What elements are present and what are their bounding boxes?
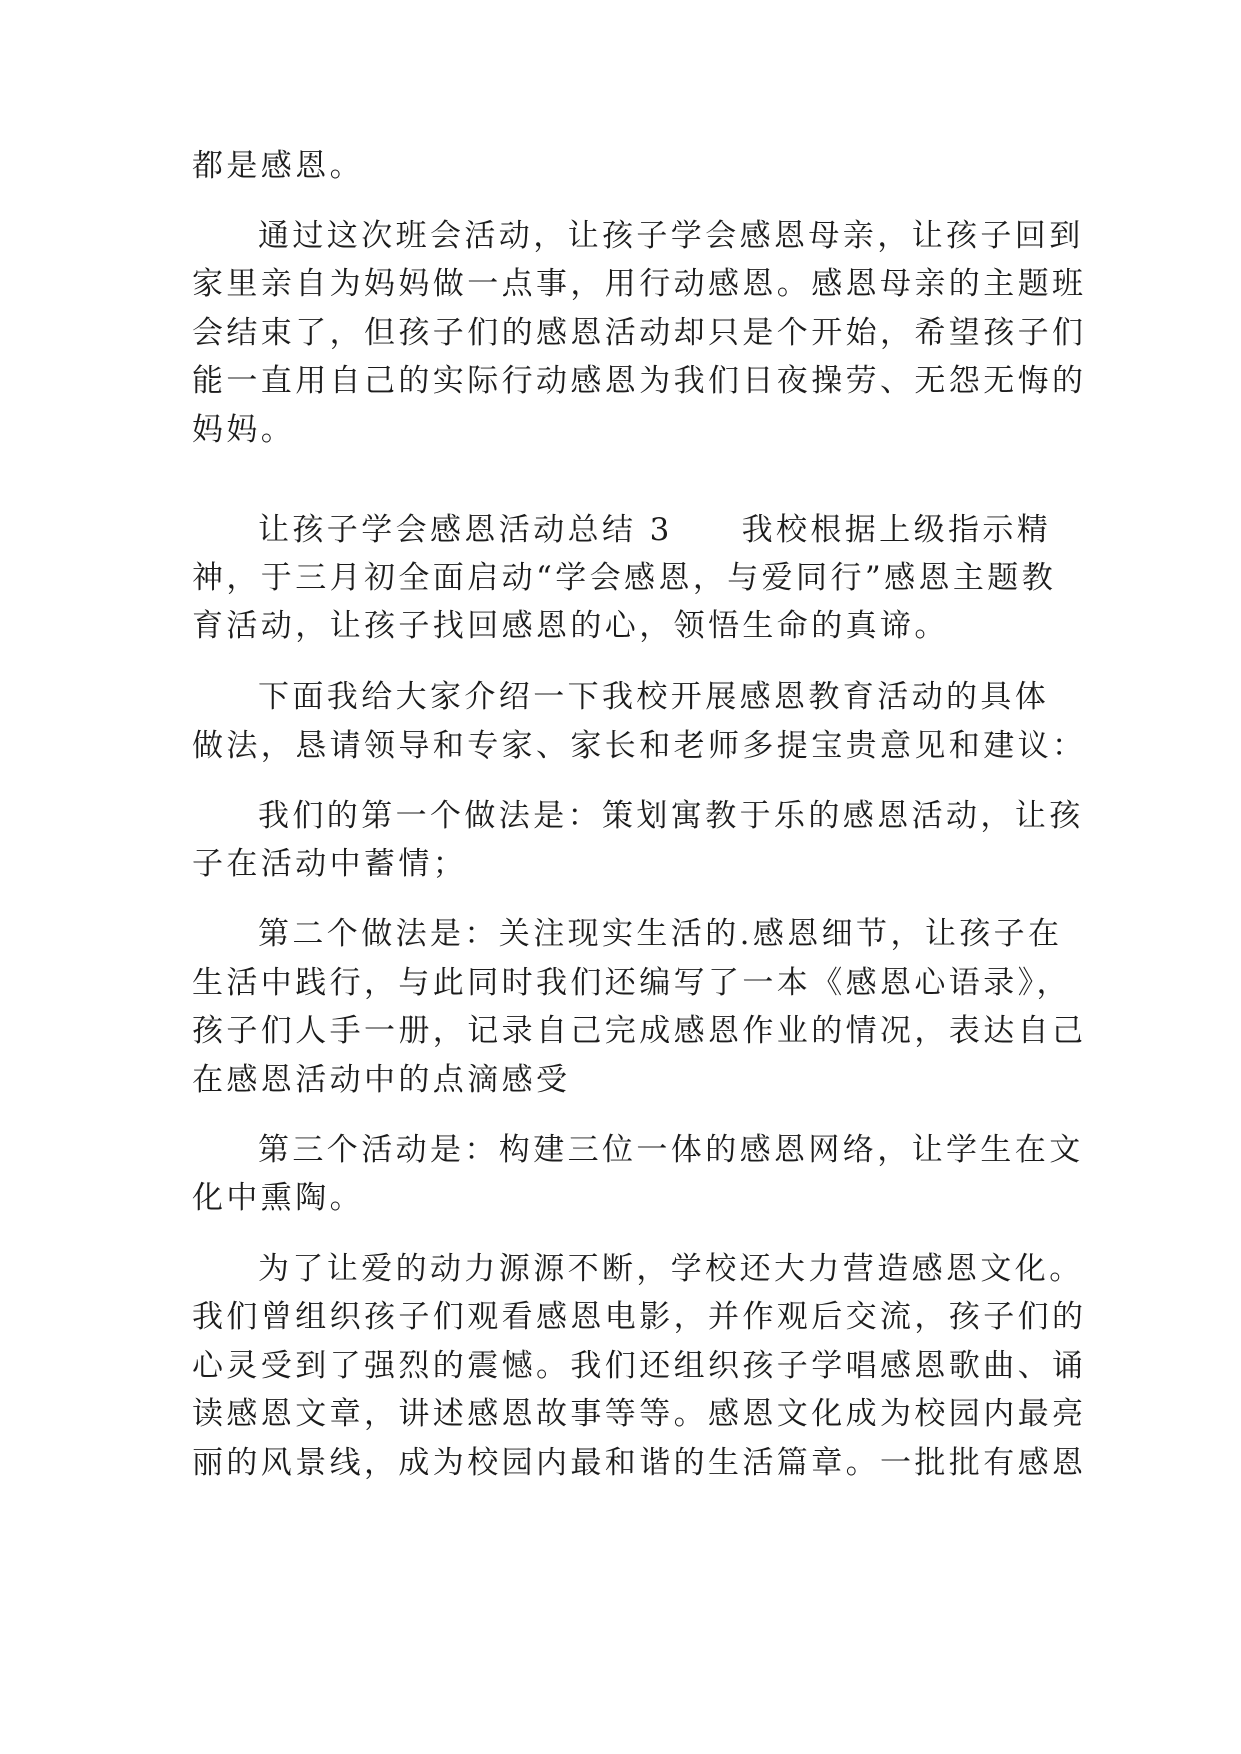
- text-line-6: 妈妈。: [192, 412, 296, 448]
- text-line-14: 第二个做法是：关注现实生活的.感恩细节，让孩子在: [258, 916, 1063, 952]
- text-line-21: 我们曾组织孩子们观看感恩电影，并作观后交流，孩子们的: [192, 1299, 1087, 1335]
- text-line-7: 让孩子学会感恩活动总结 3 我校根据上级指示精: [258, 512, 1052, 548]
- text-line-23: 读感恩文章，讲述感恩故事等等。感恩文化成为校园内最亮: [192, 1396, 1087, 1432]
- text-line-12: 我们的第一个做法是：策划寓教于乐的感恩活动，让孩: [258, 798, 1084, 834]
- text-line-15: 生活中践行，与此同时我们还编写了一本《感恩心语录》，: [192, 965, 1071, 1001]
- text-line-2: 通过这次班会活动，让孩子学会感恩母亲，让孩子回到: [258, 218, 1084, 254]
- text-line-9: 育活动，让孩子找回感恩的心，领悟生命的真谛。: [192, 608, 949, 644]
- text-line-20: 为了让爱的动力源源不断，学校还大力营造感恩文化。: [258, 1251, 1084, 1287]
- text-line-16: 孩子们人手一册，记录自己完成感恩作业的情况，表达自己: [192, 1013, 1087, 1049]
- text-line-4: 会结束了，但孩子们的感恩活动却只是个开始，希望孩子们: [192, 315, 1087, 351]
- text-line-22: 心灵受到了强烈的震憾。我们还组织孩子学唱感恩歌曲、诵: [192, 1348, 1087, 1384]
- text-line-17: 在感恩活动中的点滴感受: [192, 1062, 571, 1098]
- text-line-18: 第三个活动是：构建三位一体的感恩网络，让学生在文: [258, 1132, 1084, 1168]
- text-line-8: 神，于三月初全面启动“学会感恩，与爱同行”感恩主题教: [192, 560, 1057, 596]
- text-line-5: 能一直用自己的实际行动感恩为我们日夜操劳、无怨无悔的: [192, 363, 1087, 399]
- text-line-1: 都是感恩。: [192, 148, 364, 184]
- text-line-24: 丽的风景线，成为校园内最和谐的生活篇章。一批批有感恩: [192, 1445, 1087, 1481]
- text-line-13: 子在活动中蓄情；: [192, 846, 468, 882]
- text-line-10: 下面我给大家介绍一下我校开展感恩教育活动的具体: [258, 679, 1050, 715]
- text-line-3: 家里亲自为妈妈做一点事，用行动感恩。感恩母亲的主题班: [192, 266, 1087, 302]
- text-line-11: 做法，恳请领导和专家、家长和老师多提宝贵意见和建议：: [192, 728, 1087, 764]
- text-line-19: 化中熏陶。: [192, 1180, 364, 1216]
